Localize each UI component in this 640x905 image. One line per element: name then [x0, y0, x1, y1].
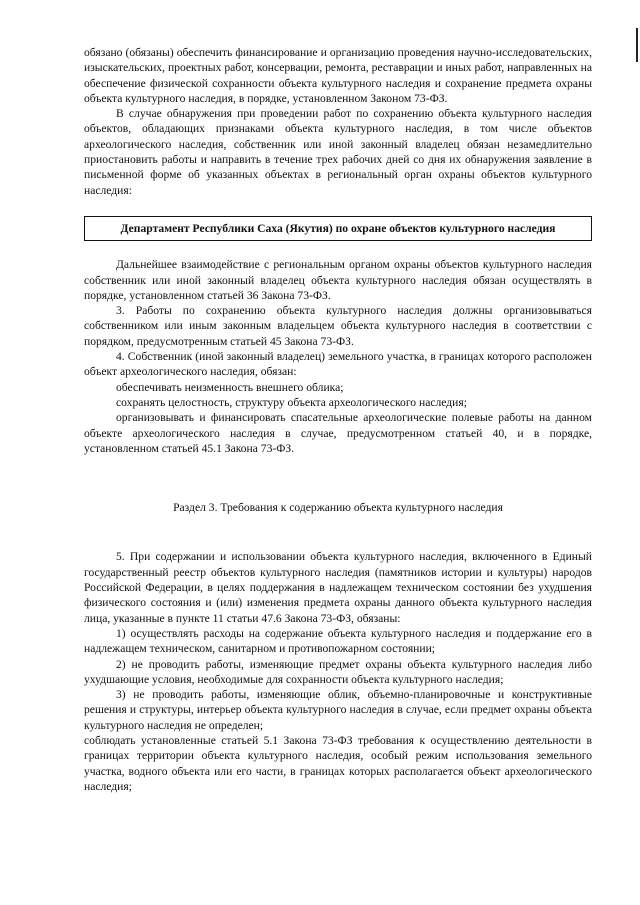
item-5-2: 2) не проводить работы, изменяющие предмет охраны объекта культурного наследия либо ухудшающие условия, необходимые для сохранности объекта культурного наследия; — [84, 657, 592, 686]
paragraph-interaction: Дальнейшее взаимодействие с региональным органом охраны объектов культурного наследия собственник или иной законный владелец объекта культурного наследия обязан осуществлять в порядке, установленном статьей 36 Закона 73-ФЗ. — [84, 258, 592, 302]
item-5-3: 3) не проводить работы, изменяющие облик, объемно-планировочные и конструктивные решения и структуры, интерьер объекта культурного наследия в случае, если предмет охраны объекта культурного наследия не определен; — [84, 688, 592, 732]
paragraph-discovery: В случае обнаружения при проведении работ по сохранению объекта культурного наследия объектов, обладающих признаками объекта культурного наследия, в том числе объектов археологического наследия, собственник или иной законный владелец обязан незамедлительно приостановить работы и направить в течение трех рабочих дней со дня их обнаружения заявление в письменной форме об указанных объектах в региональный орган охраны объектов культурного наследия: — [84, 107, 592, 197]
item-4-a: обеспечивать неизменность внешнего облика; — [116, 380, 344, 394]
item-4-c: организовывать и финансировать спасательные археологические полевые работы на данном объекте археологического наследия в случае, предусмотренном статьей 40, и в порядке, установленном статьей 45.1 Закона 73-ФЗ. — [84, 411, 592, 455]
item-5: 5. При содержании и использовании объекта культурного наследия, включенного в Единый государственный реестр объектов культурного наследия (памятников истории и культуры) народов Российской Федерации, в целях поддержания в надлежащем техническом состоянии без ухудшения физического состояния и (или) изменения предмета охраны данного объекта культурного наследия лица, указанные в пункте 11 статьи 47.6 Закона 73-ФЗ, обязаны: — [84, 550, 592, 625]
department-box: Департамент Республики Саха (Якутия) по охране объектов культурного наследия — [84, 216, 592, 241]
item-3: 3. Работы по сохранению объекта культурного наследия должны организовываться собственником или иным законным владельцем объекта культурного наследия в соответствии с порядком, предусмотренным статьей 45 Закона 73-ФЗ. — [84, 304, 592, 348]
paragraph-intro: обязано (обязаны) обеспечить финансирование и организацию проведения научно-исследовательских, изыскательских, проектных работ, консервации, ремонта, реставрации и иных работ, направленных на обеспечение физической сохранности объекта культурного наследия и сохранение предмета охраны объекта культурного наследия, в порядке, установленном Законом 73-ФЗ. — [84, 46, 592, 105]
scan-edge-mark — [636, 28, 638, 62]
item-5-1: 1) осуществлять расходы на содержание объекта культурного наследия и поддержание его в надлежащем техническом, санитарном и противопожарном состоянии; — [84, 626, 592, 656]
item-5-4: соблюдать установленные статьей 5.1 Закона 73-ФЗ требования к осуществлению деятельности в границах территории объекта культурного наследия, особый режим использования земельного участка, водного объекта или его части, в границах которых располагается объект археологического наследия; — [84, 733, 592, 793]
section-3-title: Раздел 3. Требования к содержанию объекта культурного наследия — [173, 501, 503, 515]
item-4: 4. Собственник (иной законный владелец) земельного участка, в границах которого расположен объект археологического наследия, обязан: — [84, 350, 592, 379]
item-4-b: сохранять целостность, структуру объекта археологического наследия; — [116, 395, 467, 409]
document-body — [84, 45, 592, 794]
